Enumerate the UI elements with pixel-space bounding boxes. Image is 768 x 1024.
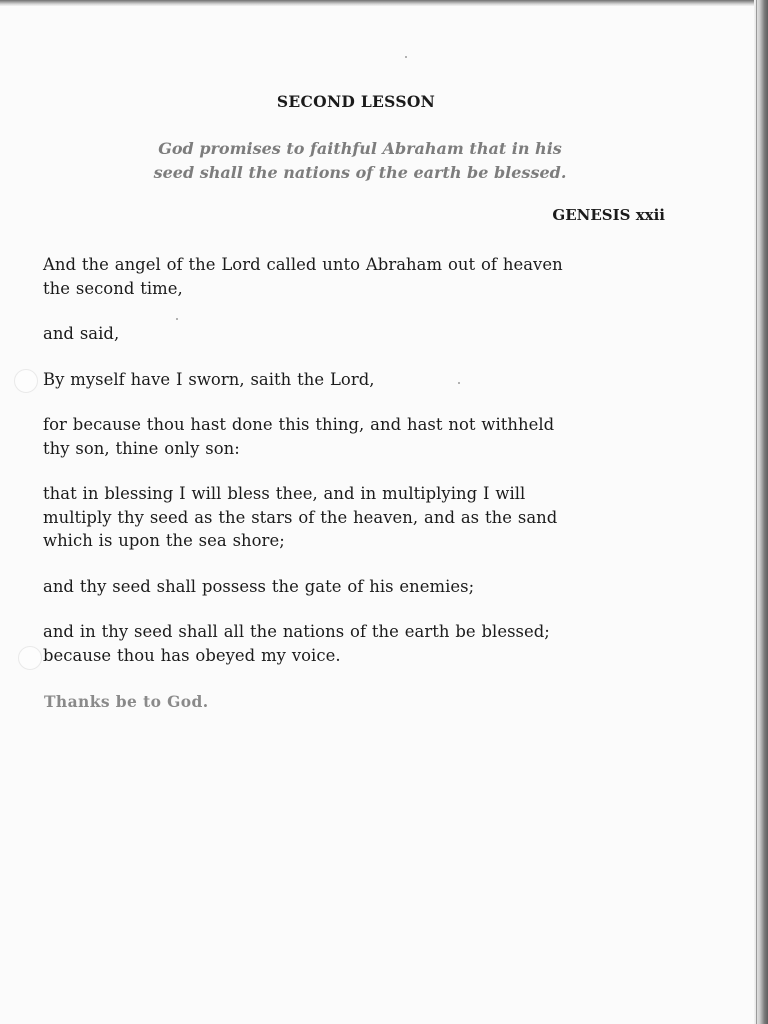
verse-paragraph [43,575,675,599]
verse-paragraph [43,322,675,346]
verse-line: that in blessing I will bless thee, and in multiplying I will [43,484,526,503]
verse-line: for because thou hast done this thing, and hast not withheld [43,415,555,434]
verse-line: And the angel of the Lord called unto Abraham out of heaven [43,255,563,274]
verse-paragraph [43,620,675,667]
verse-line: the second time, [43,278,183,298]
reading-text [43,253,675,689]
verse-paragraph [43,253,675,300]
verse-line: multiply thy seed as the stars of the heaven, and as the sand [43,507,558,527]
verse-line: thy son, thine only son: [43,438,240,458]
verse-line: By myself have I sworn, saith the Lord, [43,369,375,389]
verse-paragraph [43,413,675,460]
scripture-reference: GENESIS xxii [552,206,665,224]
verse-line: and said, [43,324,120,343]
congregation-response: Thanks be to God. [44,692,209,711]
verse-paragraph [43,368,675,392]
verse-line: which is upon the sea shore; [43,531,285,550]
lesson-summary-line: seed shall the nations of the earth be blessed. [153,163,567,182]
lesson-summary [100,137,620,185]
verse-line: and in thy seed shall all the nations of the earth be blessed; [43,622,550,641]
lesson-summary-line: God promises to faithful Abraham that in his [158,139,562,158]
verse-line: because thou has obeyed my voice. [43,645,341,665]
verse-paragraph [43,482,675,553]
page-edge-line [756,0,757,1024]
verse-line: and thy seed shall possess the gate of his enemies; [43,576,475,596]
lesson-heading: SECOND LESSON [276,92,436,111]
